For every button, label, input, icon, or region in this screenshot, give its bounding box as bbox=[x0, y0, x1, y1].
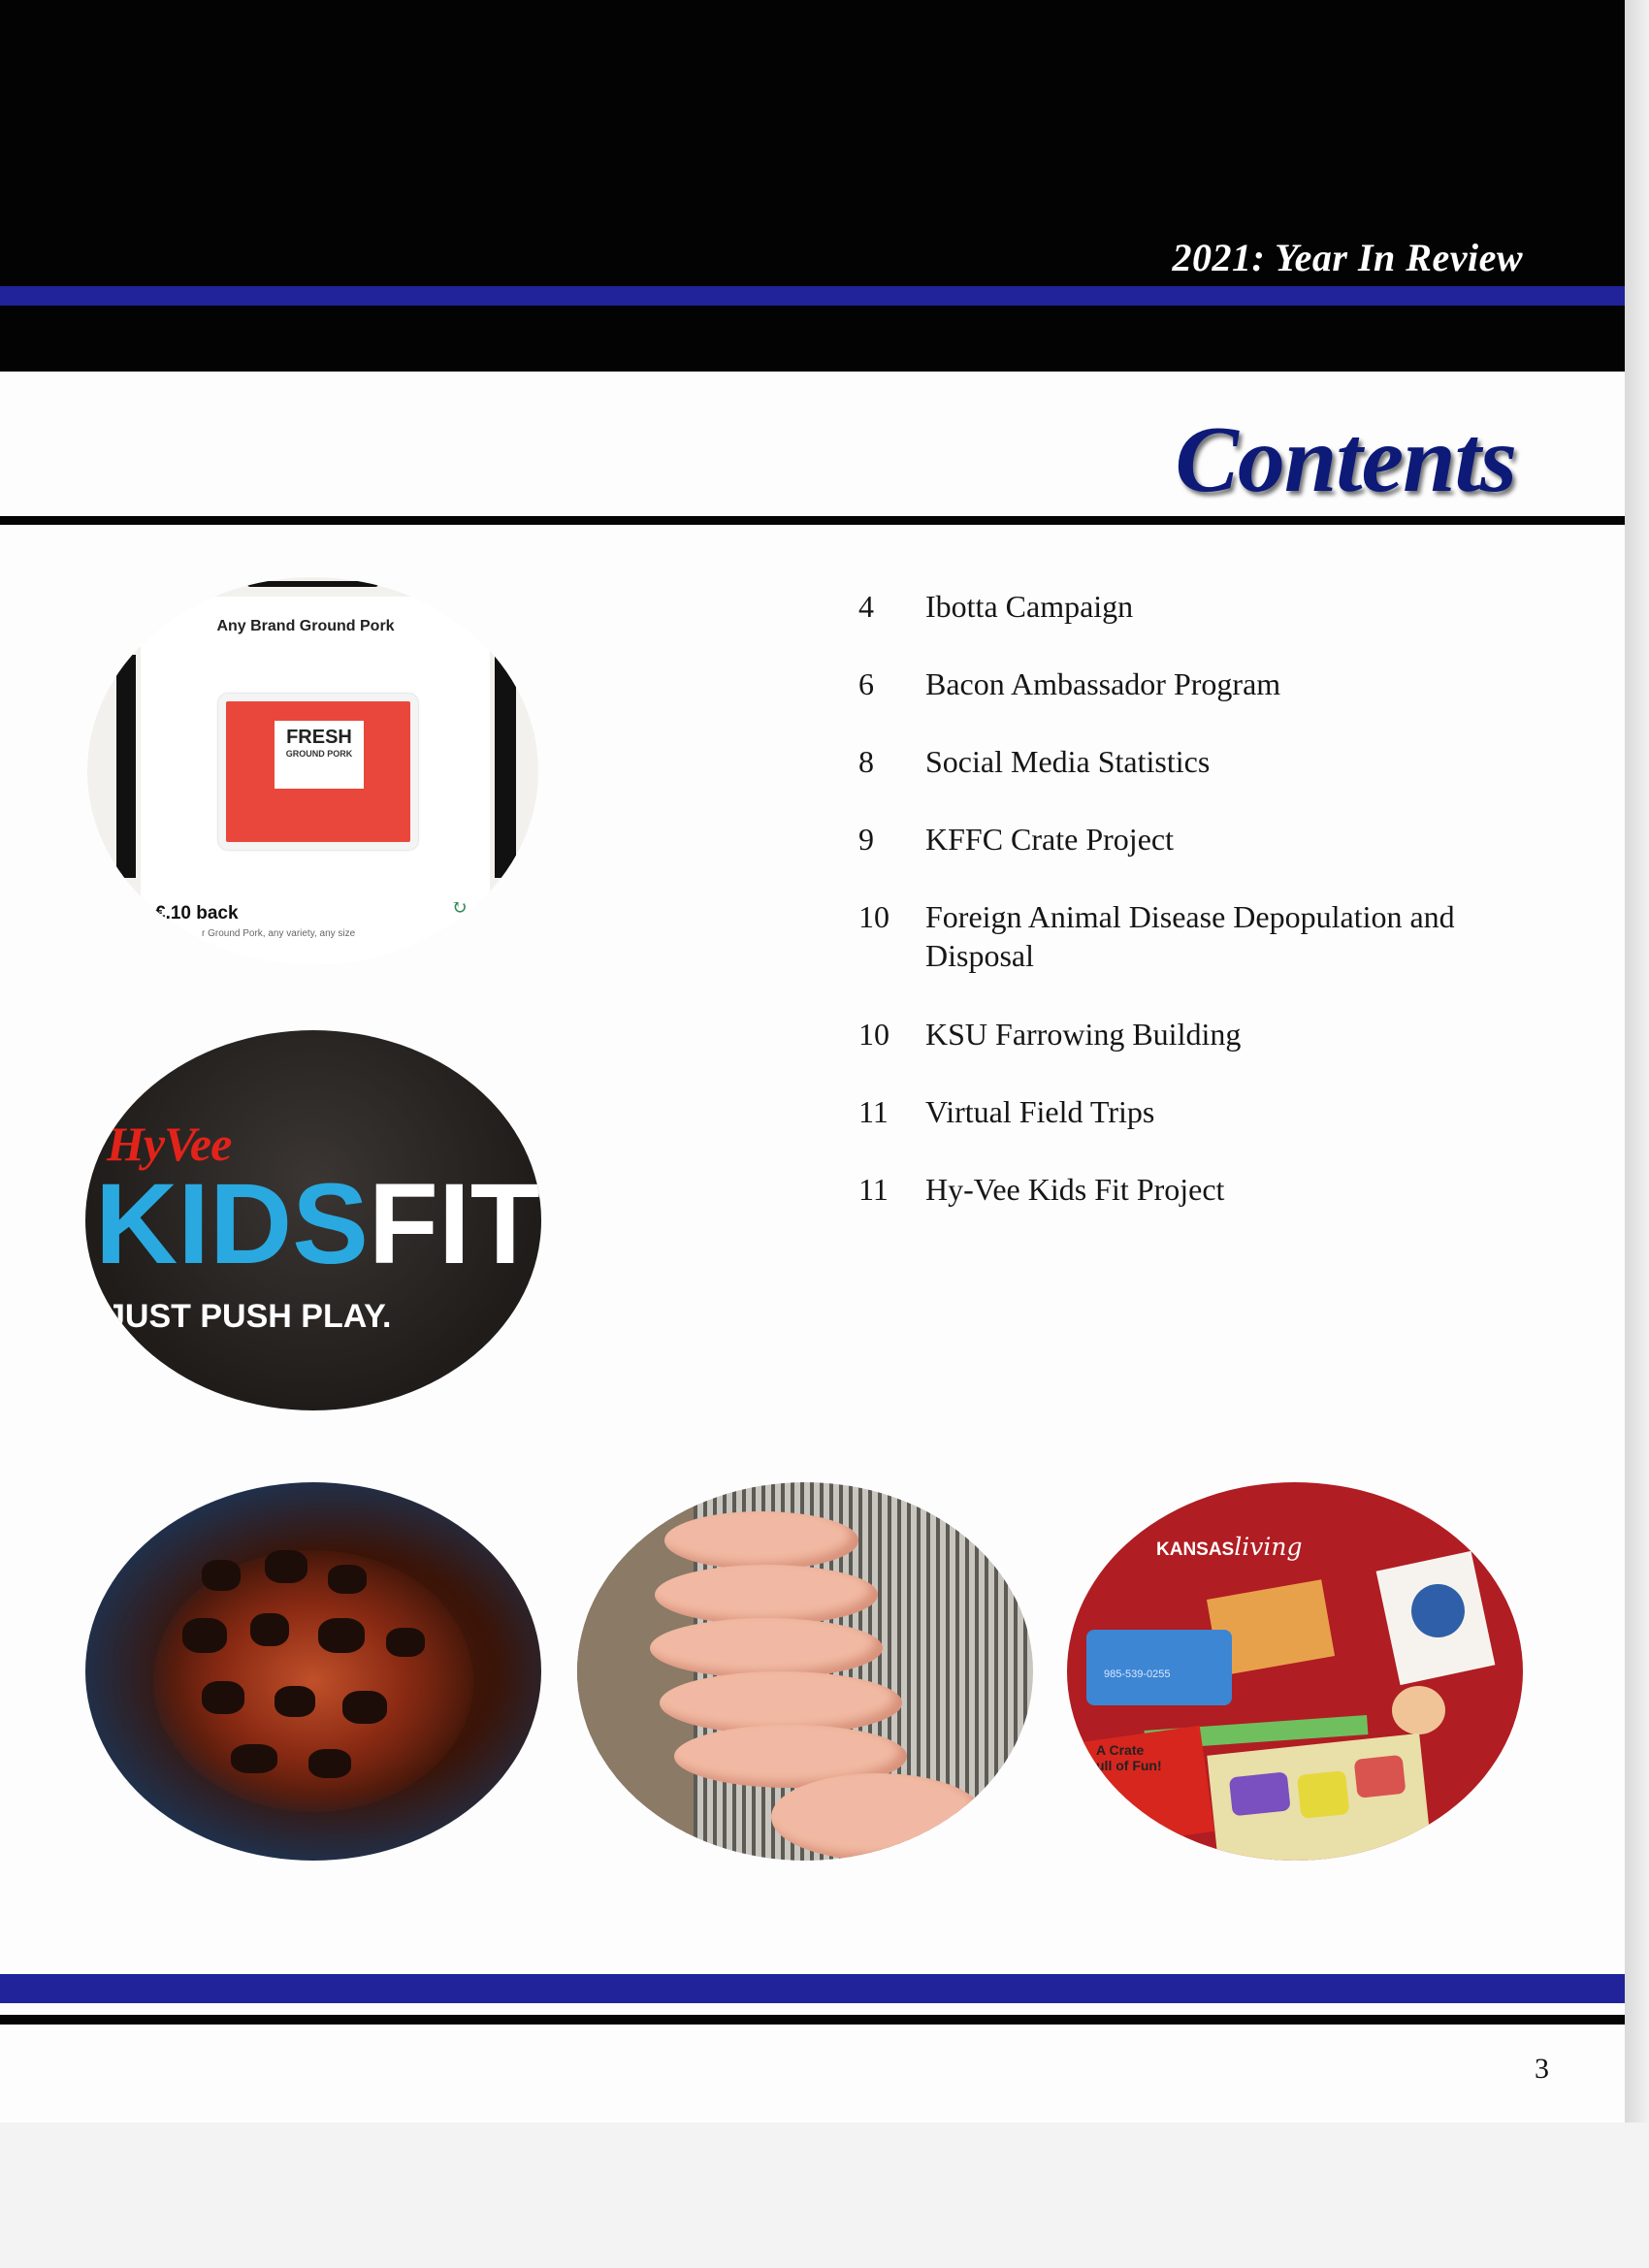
piglet bbox=[650, 1618, 883, 1678]
bottom-blue-rule bbox=[0, 1974, 1625, 2003]
globe-icon bbox=[1411, 1584, 1465, 1637]
kansas-living-brand: KANSAS bbox=[1156, 1539, 1235, 1560]
toc-entry-title: Ibotta Campaign bbox=[925, 589, 1134, 624]
piglets-photo bbox=[577, 1482, 1033, 1861]
crate-blue-card bbox=[1086, 1630, 1232, 1705]
ham-char bbox=[342, 1691, 387, 1724]
kidsfit-kids: KIDS bbox=[95, 1160, 369, 1288]
ham-char bbox=[231, 1744, 277, 1773]
pork-label-ground-pork: GROUND PORK bbox=[285, 749, 353, 759]
toc-page-number: 10 bbox=[858, 899, 889, 934]
ham-char bbox=[182, 1618, 227, 1653]
bottom-black-rule bbox=[0, 2015, 1625, 2025]
kansas-puzzle bbox=[1207, 1733, 1431, 1861]
ham-char bbox=[308, 1749, 351, 1778]
toc-page-number: 6 bbox=[858, 666, 874, 701]
hyvee-kidsfit-photo bbox=[85, 1030, 541, 1410]
ground-pork-package bbox=[218, 694, 418, 850]
toc-entry-title: Hy-Vee Kids Fit Project bbox=[925, 1172, 1225, 1207]
toc-entry-title: KFFC Crate Project bbox=[925, 822, 1174, 857]
toc-entry-title: KSU Farrowing Building bbox=[925, 1017, 1242, 1052]
toc-page-number: 8 bbox=[858, 744, 874, 779]
pig-toy-icon bbox=[1392, 1686, 1445, 1734]
toc-page-number: 9 bbox=[858, 822, 874, 857]
ham-char bbox=[202, 1681, 244, 1714]
toc-page-number: 11 bbox=[858, 1094, 889, 1129]
header-band bbox=[0, 0, 1625, 372]
underlying-page bbox=[0, 2122, 1649, 2268]
kidsfit-fit: FIT bbox=[368, 1160, 540, 1288]
piglet bbox=[771, 1773, 985, 1861]
crate-flyer-line1: A Crate bbox=[1096, 1742, 1145, 1758]
toc-page-number: 4 bbox=[858, 589, 874, 624]
kidsfit-tagline: JUST PUSH PLAY. bbox=[107, 1298, 392, 1335]
kidsfit-wordmark bbox=[95, 1160, 540, 1288]
puzzle-piece bbox=[1297, 1770, 1349, 1819]
toc-entry-title: Social Media Statistics bbox=[925, 744, 1211, 779]
page-number: 3 bbox=[1535, 2053, 1549, 2085]
toc-page-number: 10 bbox=[858, 1017, 889, 1052]
ham-char bbox=[275, 1686, 315, 1717]
crate-phone-number: 985-539-0255 bbox=[1104, 1669, 1171, 1680]
ham-char bbox=[250, 1613, 289, 1646]
ham-char bbox=[265, 1550, 307, 1583]
puzzle-piece bbox=[1229, 1771, 1291, 1816]
refresh-icon: ↻ bbox=[451, 897, 468, 919]
ham-char bbox=[386, 1628, 425, 1657]
ibotta-coupon-photo bbox=[87, 577, 538, 965]
toc-entry-title: Bacon Ambassador Program bbox=[925, 666, 1281, 701]
ham-char bbox=[202, 1560, 241, 1591]
crate-flyer-line2: ull of Fun! bbox=[1096, 1758, 1162, 1773]
toc-entry-title: Foreign Animal Disease Depopulation and Disposal bbox=[925, 899, 1455, 973]
ham-char bbox=[328, 1565, 367, 1594]
header-title: 2021: Year In Review bbox=[1172, 236, 1523, 279]
kffc-crate-photo bbox=[1067, 1482, 1523, 1861]
kansas-living-script: living bbox=[1234, 1533, 1303, 1561]
grilled-ham-photo bbox=[85, 1482, 541, 1861]
coupon-top-bar bbox=[247, 581, 378, 587]
pork-package-label bbox=[275, 721, 364, 789]
hyvee-logo: HyVee bbox=[107, 1117, 232, 1171]
coupon-cashback: €.10 back bbox=[155, 903, 239, 923]
contents-heading: Contents bbox=[1175, 407, 1516, 512]
coupon-fine-print: r Ground Pork, any variety, any size bbox=[202, 928, 356, 939]
page-edge-shadow bbox=[1625, 0, 1649, 2122]
coupon-left-bar bbox=[116, 655, 136, 878]
top-rule bbox=[0, 516, 1625, 525]
piglet bbox=[664, 1511, 858, 1570]
pork-label-fresh: FRESH bbox=[286, 727, 352, 748]
toc-entry-title: Virtual Field Trips bbox=[925, 1094, 1155, 1129]
piglet bbox=[655, 1565, 878, 1625]
toc-page-number: 11 bbox=[858, 1172, 889, 1207]
ham-char bbox=[318, 1618, 365, 1653]
crate-flyer-text bbox=[1096, 1742, 1162, 1773]
header-blue-stripe bbox=[0, 286, 1625, 306]
puzzle-piece bbox=[1354, 1755, 1406, 1798]
coupon-right-bar bbox=[495, 655, 516, 878]
coupon-heading: Any Brand Ground Pork bbox=[216, 618, 395, 634]
kansas-living-logo bbox=[1156, 1533, 1302, 1561]
